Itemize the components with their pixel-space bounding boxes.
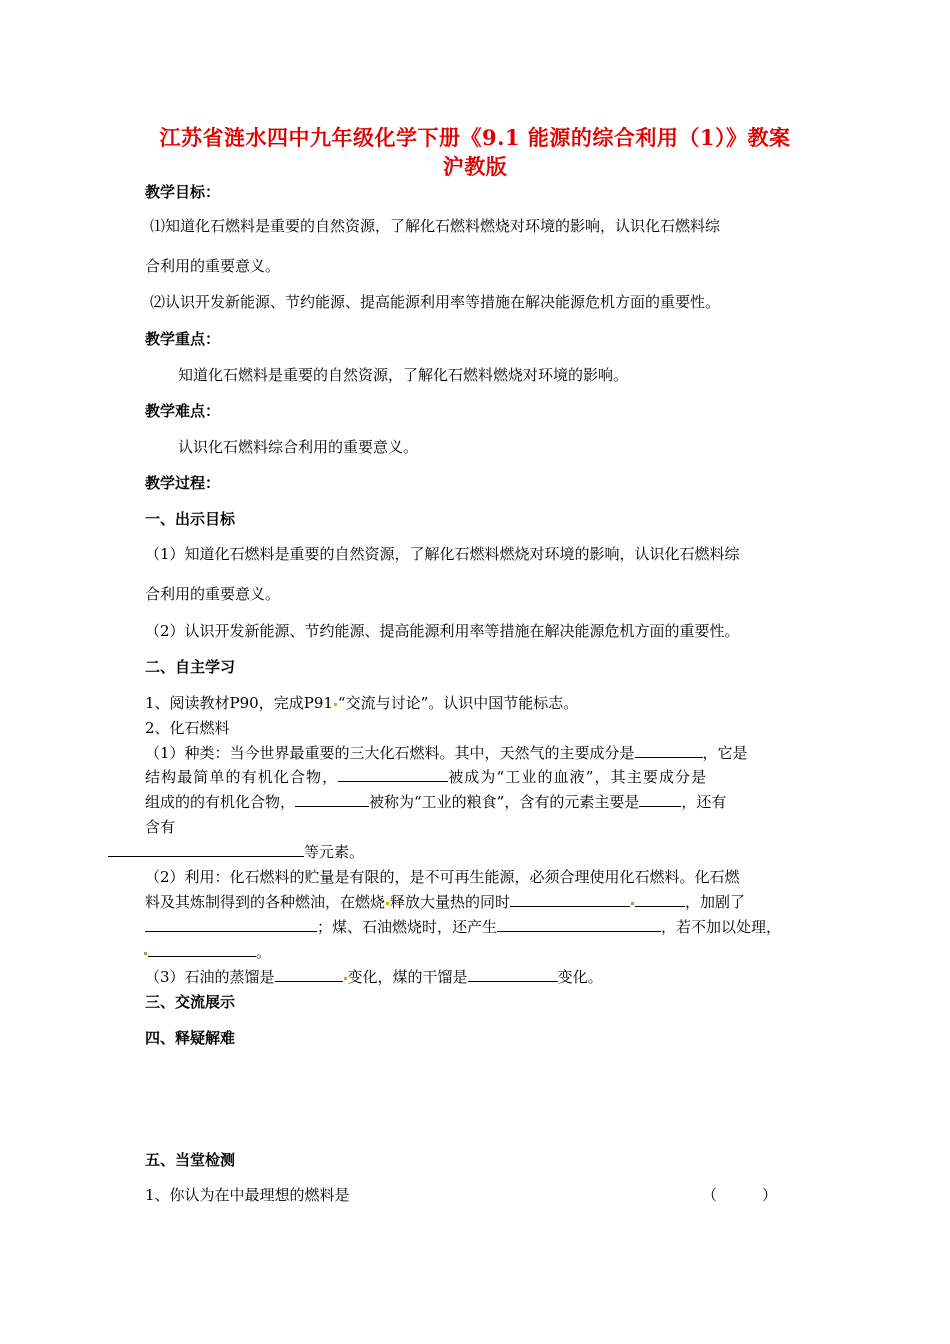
fill-line-11-text: 。: [256, 943, 272, 961]
answer-blank[interactable]: [145, 916, 317, 932]
marker-dot: [386, 902, 389, 905]
self-study-line-1-b: “交流与讨论”。认识中国节能标志。: [337, 694, 579, 712]
fill-line-7-text: 等元素。: [304, 843, 365, 861]
fill-line-12-c: 变化。: [557, 968, 603, 986]
section-4-heading: 四、释疑解难: [145, 1029, 236, 1047]
answer-blank[interactable]: [510, 891, 630, 907]
fill-line-12-a: （3）石油的蒸馏是: [145, 968, 275, 986]
self-study-line-1-a: 1、阅读教材P90，完成P91: [145, 694, 333, 712]
fill-line-5-b: 被称为“工业的粮食”，含有的元素主要是: [369, 793, 640, 811]
fill-line-3-a: （1）种类：当今世界最重要的三大化石燃料。其中，天然气的主要成分是: [145, 744, 635, 762]
answer-blank[interactable]: [635, 742, 703, 758]
difficulties-text: 认识化石燃料综合利用的重要意义。: [178, 438, 419, 456]
section-3-heading: 三、交流展示: [145, 993, 236, 1011]
difficulties-heading: 教学难点：: [145, 402, 221, 420]
fill-line-11: [143, 941, 271, 962]
fill-line-12: [145, 966, 603, 987]
fill-line-9: [145, 891, 745, 912]
fill-line-8: （2）利用：化石燃料的贮量是有限的，是不可再生能源，必须合理使用化石燃料。化石燃: [145, 868, 740, 886]
fill-line-3: [145, 742, 748, 763]
document-title: 江苏省涟水四中九年级化学下册《9.1 能源的综合利用（1）》教案: [159, 125, 791, 150]
fill-line-9-b: 释放大量热的同时: [390, 893, 511, 911]
question-1: 1、你认为在中最理想的燃料是: [145, 1186, 350, 1204]
section-1-item-1-line-2: 合利用的重要意义。: [145, 585, 281, 603]
fill-line-9-c: ，加剧了: [685, 893, 746, 911]
fill-line-10-a: ；煤、石油燃烧时，还产生: [317, 918, 498, 936]
goal-item-1-line-2: 合利用的重要意义。: [145, 257, 281, 275]
section-1-item-1-line-1: （1）知道化石燃料是重要的自然资源，了解化石燃料燃烧对环境的影响，认识化石燃料综: [145, 545, 740, 563]
answer-blank[interactable]: [275, 966, 343, 982]
fill-line-5: [145, 791, 726, 812]
fill-line-4-a: 结构最简单的有机化合物，: [145, 768, 339, 786]
answer-blank[interactable]: [468, 966, 558, 982]
fill-line-5-a: 组成的的有机化合物，: [145, 793, 296, 811]
answer-blank[interactable]: [108, 841, 304, 857]
section-5-heading: 五、当堂检测: [145, 1151, 236, 1169]
key-points-heading: 教学重点：: [145, 330, 221, 348]
marker-dot: [344, 977, 347, 980]
fill-line-9-a: 料及其炼制得到的各种燃油，在燃烧: [145, 893, 386, 911]
fill-line-7: [108, 841, 364, 862]
question-1-answer-paren[interactable]: （ ）: [702, 1186, 778, 1204]
section-1-heading: 一、出示目标: [145, 510, 236, 528]
fill-line-4: [145, 766, 707, 787]
fill-line-3-b: ，它是: [702, 744, 748, 762]
goals-heading: 教学目标：: [145, 183, 221, 201]
fill-line-5-c: ，还有: [681, 793, 727, 811]
section-1-item-2: （2）认识开发新能源、节约能源、提高能源利用率等措施在解决能源危机方面的重要性。: [145, 622, 740, 640]
process-heading: 教学过程：: [145, 474, 221, 492]
fill-line-4-b: 被成为“工业的血液”，其主要成分是: [448, 768, 708, 786]
marker-dot: [144, 952, 147, 955]
answer-blank[interactable]: [148, 941, 256, 957]
key-points-text: 知道化石燃料是重要的自然资源，了解化石燃料燃烧对环境的影响。: [178, 366, 629, 384]
marker-dot: [631, 902, 634, 905]
self-study-line-2: 2、化石燃料: [145, 719, 230, 737]
self-study-line-1: [145, 692, 578, 713]
document-subtitle: 沪教版: [442, 154, 508, 179]
answer-blank[interactable]: [497, 916, 661, 932]
answer-blank[interactable]: [635, 891, 685, 907]
fill-line-12-b: 变化，煤的干馏是: [347, 968, 468, 986]
marker-dot: [334, 703, 337, 706]
fill-line-10: [145, 916, 781, 937]
goal-item-2: ⑵认识开发新能源、节约能源、提高能源利用率等措施在解决能源危机方面的重要性。: [150, 293, 721, 311]
fill-line-6: 含有: [145, 818, 176, 836]
section-2-heading: 二、自主学习: [145, 658, 236, 676]
fill-line-10-b: ，若不加以处理，: [661, 918, 782, 936]
answer-blank[interactable]: [639, 791, 681, 807]
answer-blank[interactable]: [338, 766, 448, 782]
answer-blank[interactable]: [295, 791, 369, 807]
goal-item-1-line-1: ⑴知道化石燃料是重要的自然资源，了解化石燃料燃烧对环境的影响，认识化石燃料综: [150, 217, 721, 235]
